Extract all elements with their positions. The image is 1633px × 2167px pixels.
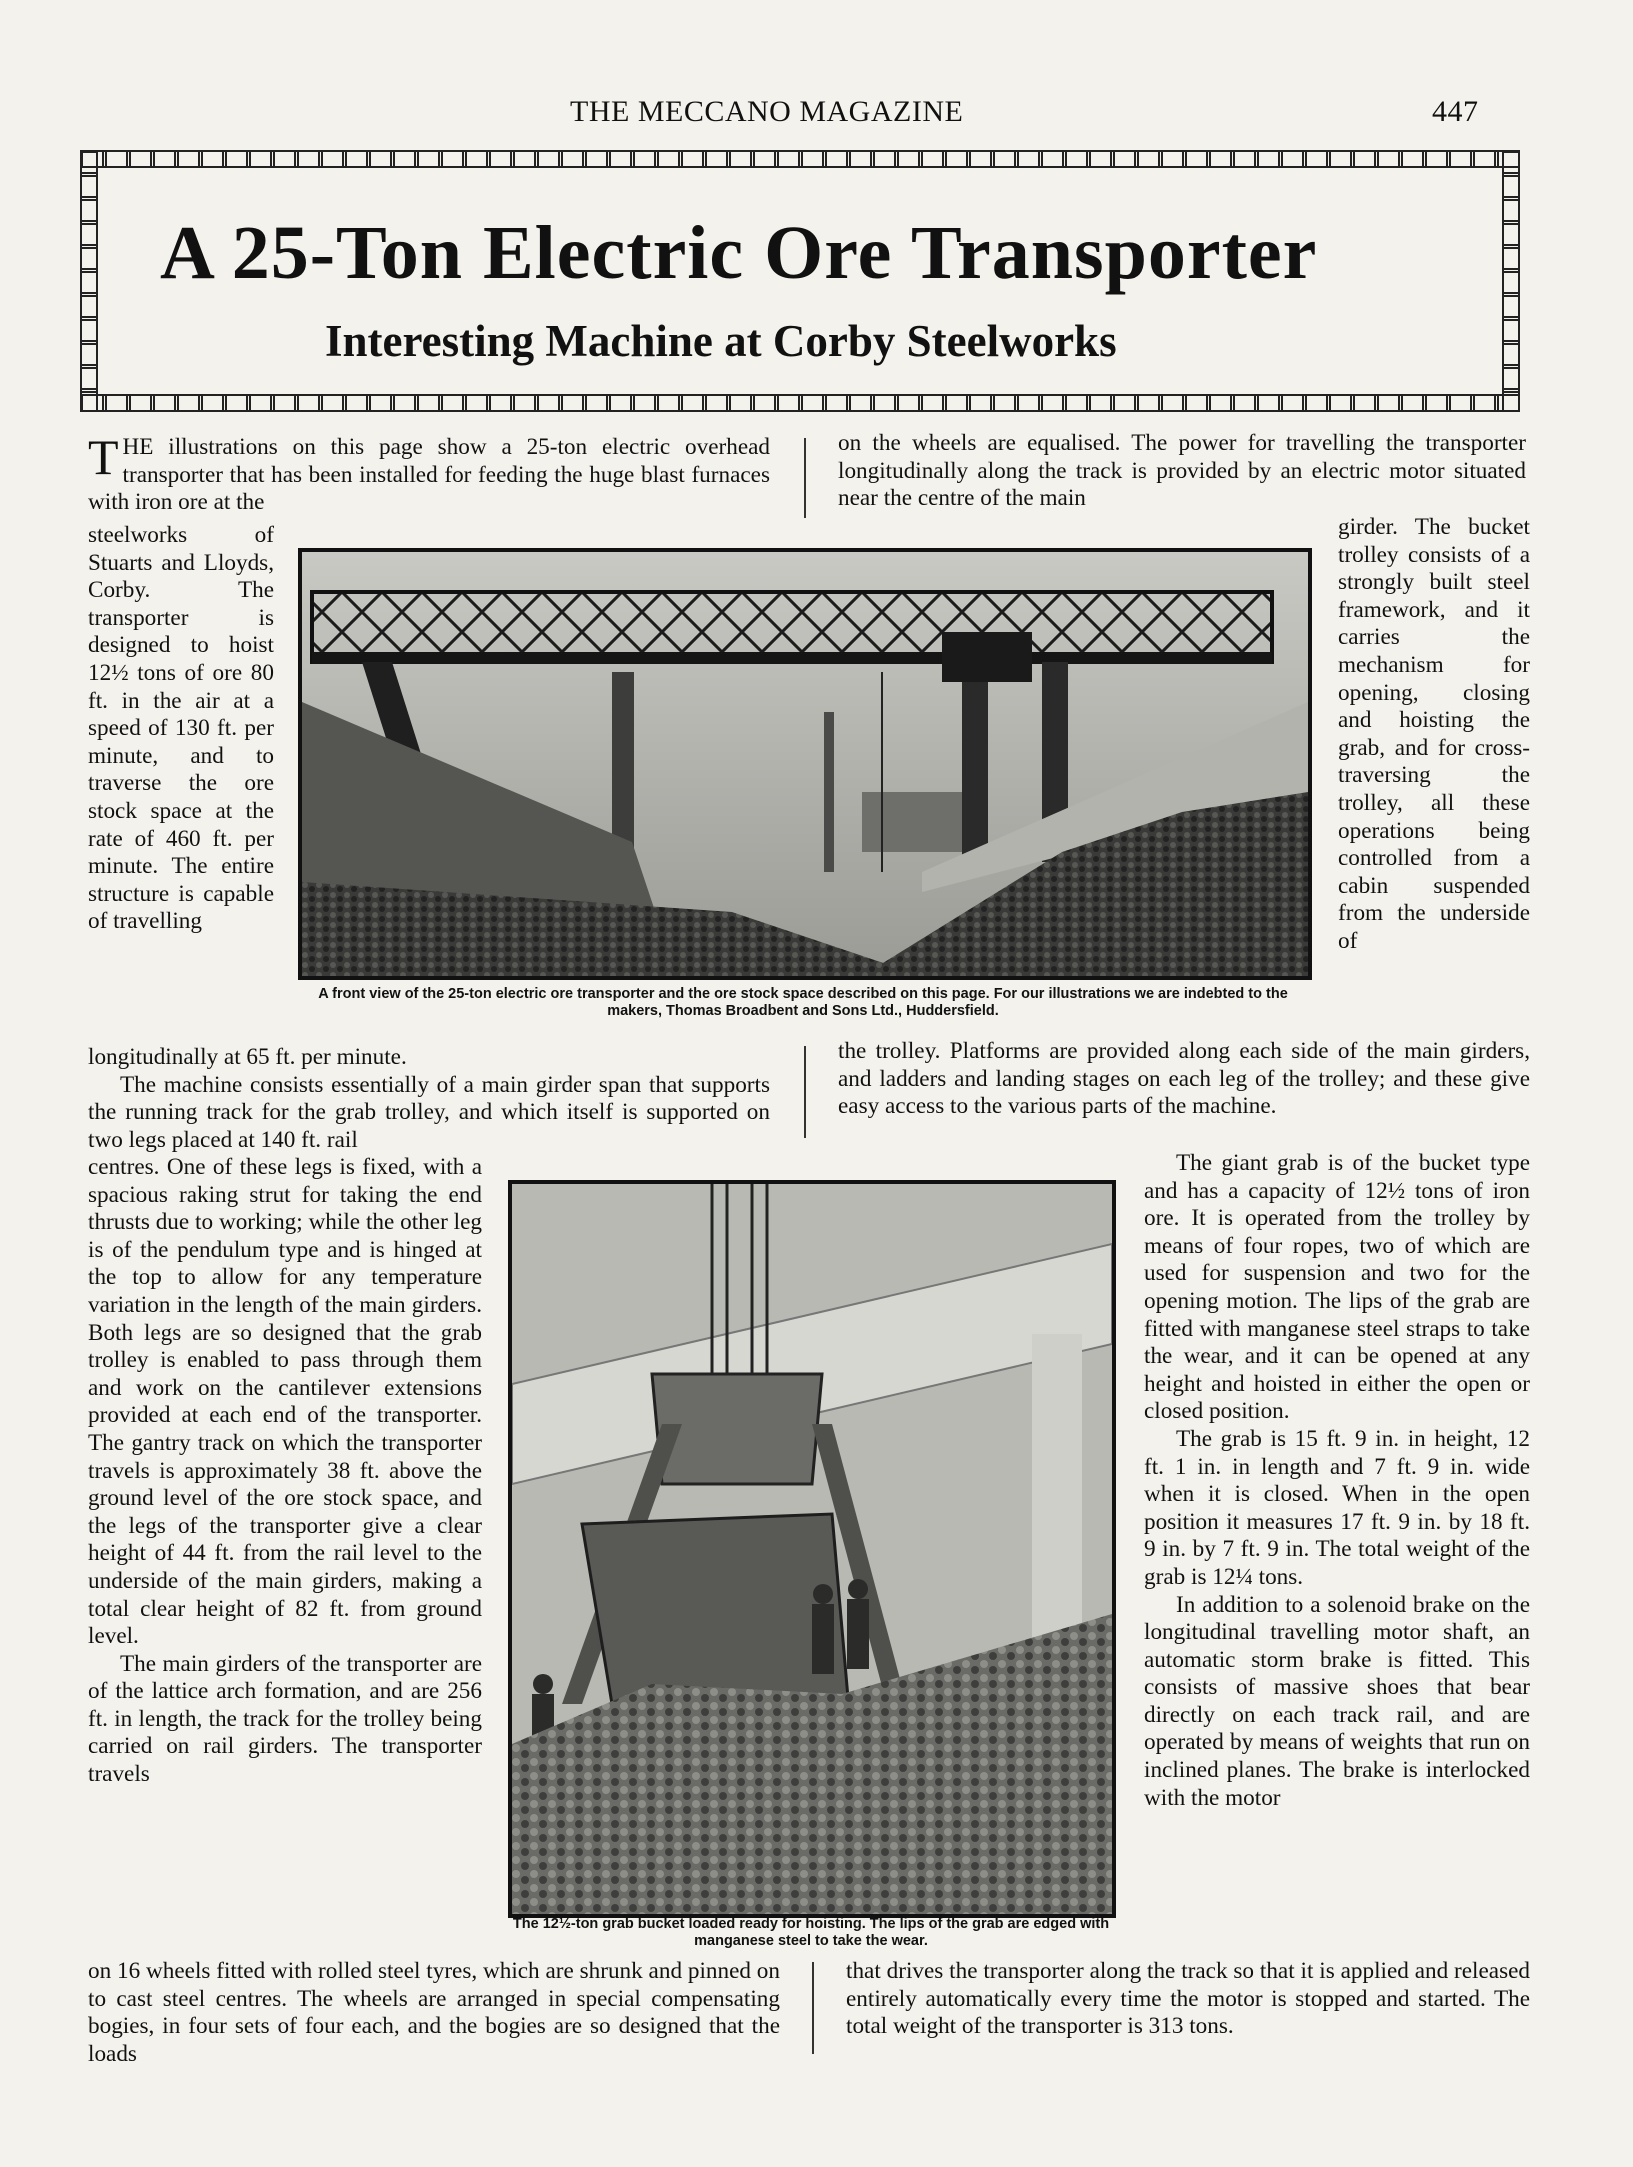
drop-cap: T [88, 429, 119, 485]
paragraph-girders: The main girders of the transporter are of the lattice arch formation, and are 256 ft. in length, the track for the trolley being carried on rail girders. The transporter travels [88, 1650, 482, 1788]
transporter-illustration [302, 552, 1308, 976]
transporter-front-view-photo [298, 548, 1312, 980]
grab-bucket-photo [508, 1180, 1116, 1918]
paragraph-legs: centres. One of these legs is fixed, with a spacious raking strut for taking the end thrusts due to working; while the other leg is of the pendulum type and is hinged at the top to allow for any temperature variation in the length of the main girders. Both legs are so designed that the grab trolley is enabled to pass through them and work on the cantilever extensions provided at each end of the transporter. The gantry track on which the transporter travels is approximately 38 ft. above the ground level of the ore stock space, and the legs of the transporter give a clear height of 44 ft. from the rail level to the underside of the main girders, making a total clear height of 82 ft. from ground level. [88, 1154, 482, 1650]
paragraph-continuation: longitudinally at 65 ft. per minute. [88, 1044, 407, 1070]
lower-right-column [1144, 1150, 1530, 1812]
middle-left-column [88, 1044, 770, 1154]
intro-paragraph [88, 429, 770, 517]
lower-left-column [88, 1154, 482, 1789]
top-right-paragraph: on the wheels are equalised. The power for travelling the transporter longitudinally along the track is provided by an electric motor situated near the centre of the main [838, 430, 1526, 512]
paragraph-grab-dimensions: The grab is 15 ft. 9 in. in height, 12 ft. 1 in. in length and 7 ft. 9 in. wide when it is closed. When in the open position it measures 17 ft. 9 in. by 18 ft. 9 in. by 7 ft. 9 in. The total weight of the grab is 12¼ tons. [1144, 1425, 1530, 1590]
title-frame-left [80, 150, 98, 412]
title-frame-right [1502, 150, 1520, 412]
bottom-right-column: that drives the transporter along the track so that it is applied and released entirely automatically every time the motor is stopped and started. The total weight of the transporter is 313 tons. [846, 1958, 1530, 2040]
title-frame-bottom [80, 394, 1520, 412]
title-frame-top [80, 150, 1520, 168]
grab-bucket-illustration [512, 1184, 1112, 1914]
paragraph-machine: The machine consists essentially of a main girder span that supports the running track for the grab trolley, and which itself is supported on two legs placed at 140 ft. rail [88, 1071, 770, 1153]
article-title: A 25-Ton Electric Ore Transporter [160, 211, 1318, 295]
middle-right-column: the trolley. Platforms are provided along each side of the main girders, and ladders and landing stages on each leg of the trolley; and these give easy access to the various parts of the machine. [838, 1038, 1530, 1120]
column-rule-middle [804, 1046, 806, 1138]
page-number: 447 [1432, 95, 1479, 128]
left-narrow-column: steelworks of Stuarts and Lloyds, Corby. The transporter is designed to hoist 12½ tons of ore 80 ft. in the air at a speed of 130 ft. per minute, and to traverse the ore stock space at the rate of 460 ft. per minute. The entire structure is capable of travelling [88, 522, 274, 935]
bottom-left-column: on 16 wheels fitted with rolled steel tyres, which are shrunk and pinned on to cast steel centres. The wheels are arranged in special compensating bogies, in four sets of four each, and the bogies are so designed that the loads [88, 1958, 780, 2067]
article-subtitle: Interesting Machine at Corby Steelworks [325, 316, 1117, 366]
column-rule [804, 438, 806, 518]
paragraph-brake: In addition to a solenoid brake on the longitudinal travelling motor shaft, an automatic storm brake is fitted. This consists of massive shoes that bear directly on each track rail, and are operated by means of weights that run on inclined planes. The brake is interlocked with the motor [1144, 1591, 1530, 1811]
intro-text: HE illustrations on this page show a 25-ton electric overhead transporter that has been installed for feeding the huge blast furnaces with iron ore at the [88, 434, 770, 516]
column-rule-bottom [812, 1962, 814, 2054]
right-narrow-column: girder. The bucket trolley consists of a strongly built steel framework, and it carries the mechanism for opening, closing and hoisting the grab, and for cross-traversing the trolley, all these operations being controlled from a cabin suspended from the underside of [1338, 514, 1530, 954]
running-title: THE MECCANO MAGAZINE [570, 95, 964, 128]
paragraph-grab: The giant grab is of the bucket type and has a capacity of 12½ tons of iron ore. It is operated from the trolley by means of four ropes, two of which are used for suspension and two for the opening motion. The lips of the grab are fitted with manganese steel straps to take the wear, and it can be opened at any height and hoisted in either the open or closed position. [1144, 1150, 1530, 1425]
photo1-caption: A front view of the 25-ton electric ore transporter and the ore stock space described on this page. For our illustrations we are indebted to the makers, Thomas Broadbent and Sons Ltd., Huddersfield. [318, 986, 1288, 1019]
photo2-caption: The 12½-ton grab bucket loaded ready for hoisting. The lips of the grab are edged with manganese steel to take the wear. [512, 1916, 1110, 1949]
